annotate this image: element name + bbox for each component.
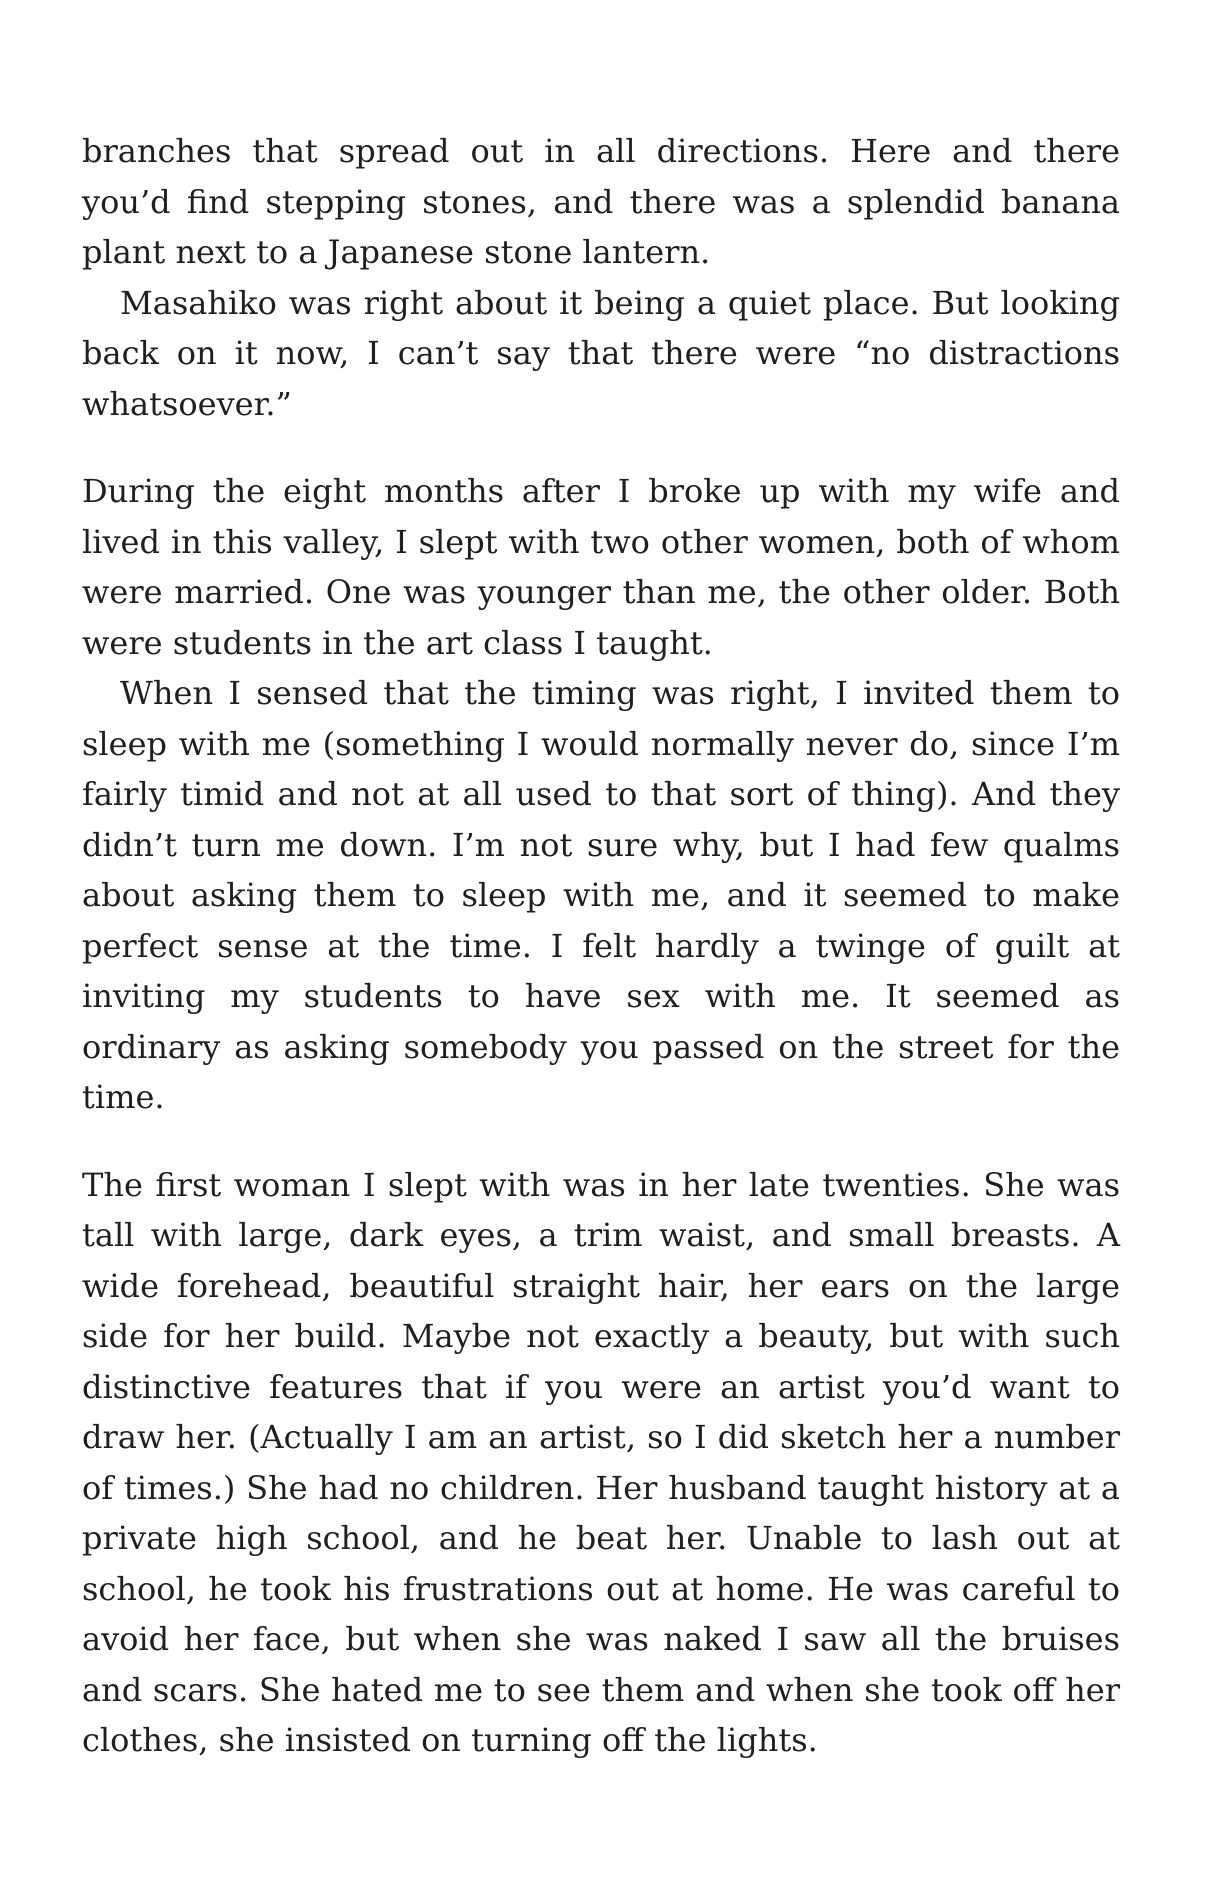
paragraph-masahiko: Masahiko was right about it being a quiet place. But looking back on it now, I can’t say that there were “no distractions whatsoever.”	[82, 283, 1120, 423]
book-page	[82, 126, 1120, 1766]
paragraph-first-woman: The first woman I slept with was in her late twenties. She was tall with large, dark eyes, a trim waist, and small breasts. A wide forehead, beautiful straight hair, her ears on the large side for her build. Maybe not exactly a beauty, but with such distinctive features that if you were an artist you’d want to draw her. (Actually I am an artist, so I did sketch her a number of times.) She had no children. Her husband taught history at a private high school, and he beat her. Unable to lash out at school, he took his frustrations out at home. He was careful to avoid her face, but when she was naked I saw all the bruises and scars. She hated me to see them and when she took off her clothes, she insisted on turning off the lights.	[82, 1165, 1120, 1759]
paragraph-eight-months: During the eight months after I broke up with my wife and lived in this valley, I slept with two other women, both of whom were married. One was younger than me, the other older. Both were students in the art class I taught.	[82, 472, 1120, 662]
paragraph-continuation: branches that spread out in all directions. Here and there you’d find stepping stones, and there was a splendid banana plant next to a Japanese stone lantern.	[82, 132, 1120, 271]
paragraph-invitation: When I sensed that the timing was right, I invited them to sleep with me (something I would normally never do, since I’m fairly timid and not at all used to that sort of thing). And they didn’t turn me down. I’m not sure why, but I had few qualms about asking them to sleep with me, and it seemed to make perfect sense at the time. I felt hardly a twinge of guilt at inviting my students to have sex with me. It seemed as ordinary as asking somebody you passed on the street for the time.	[82, 674, 1120, 1116]
